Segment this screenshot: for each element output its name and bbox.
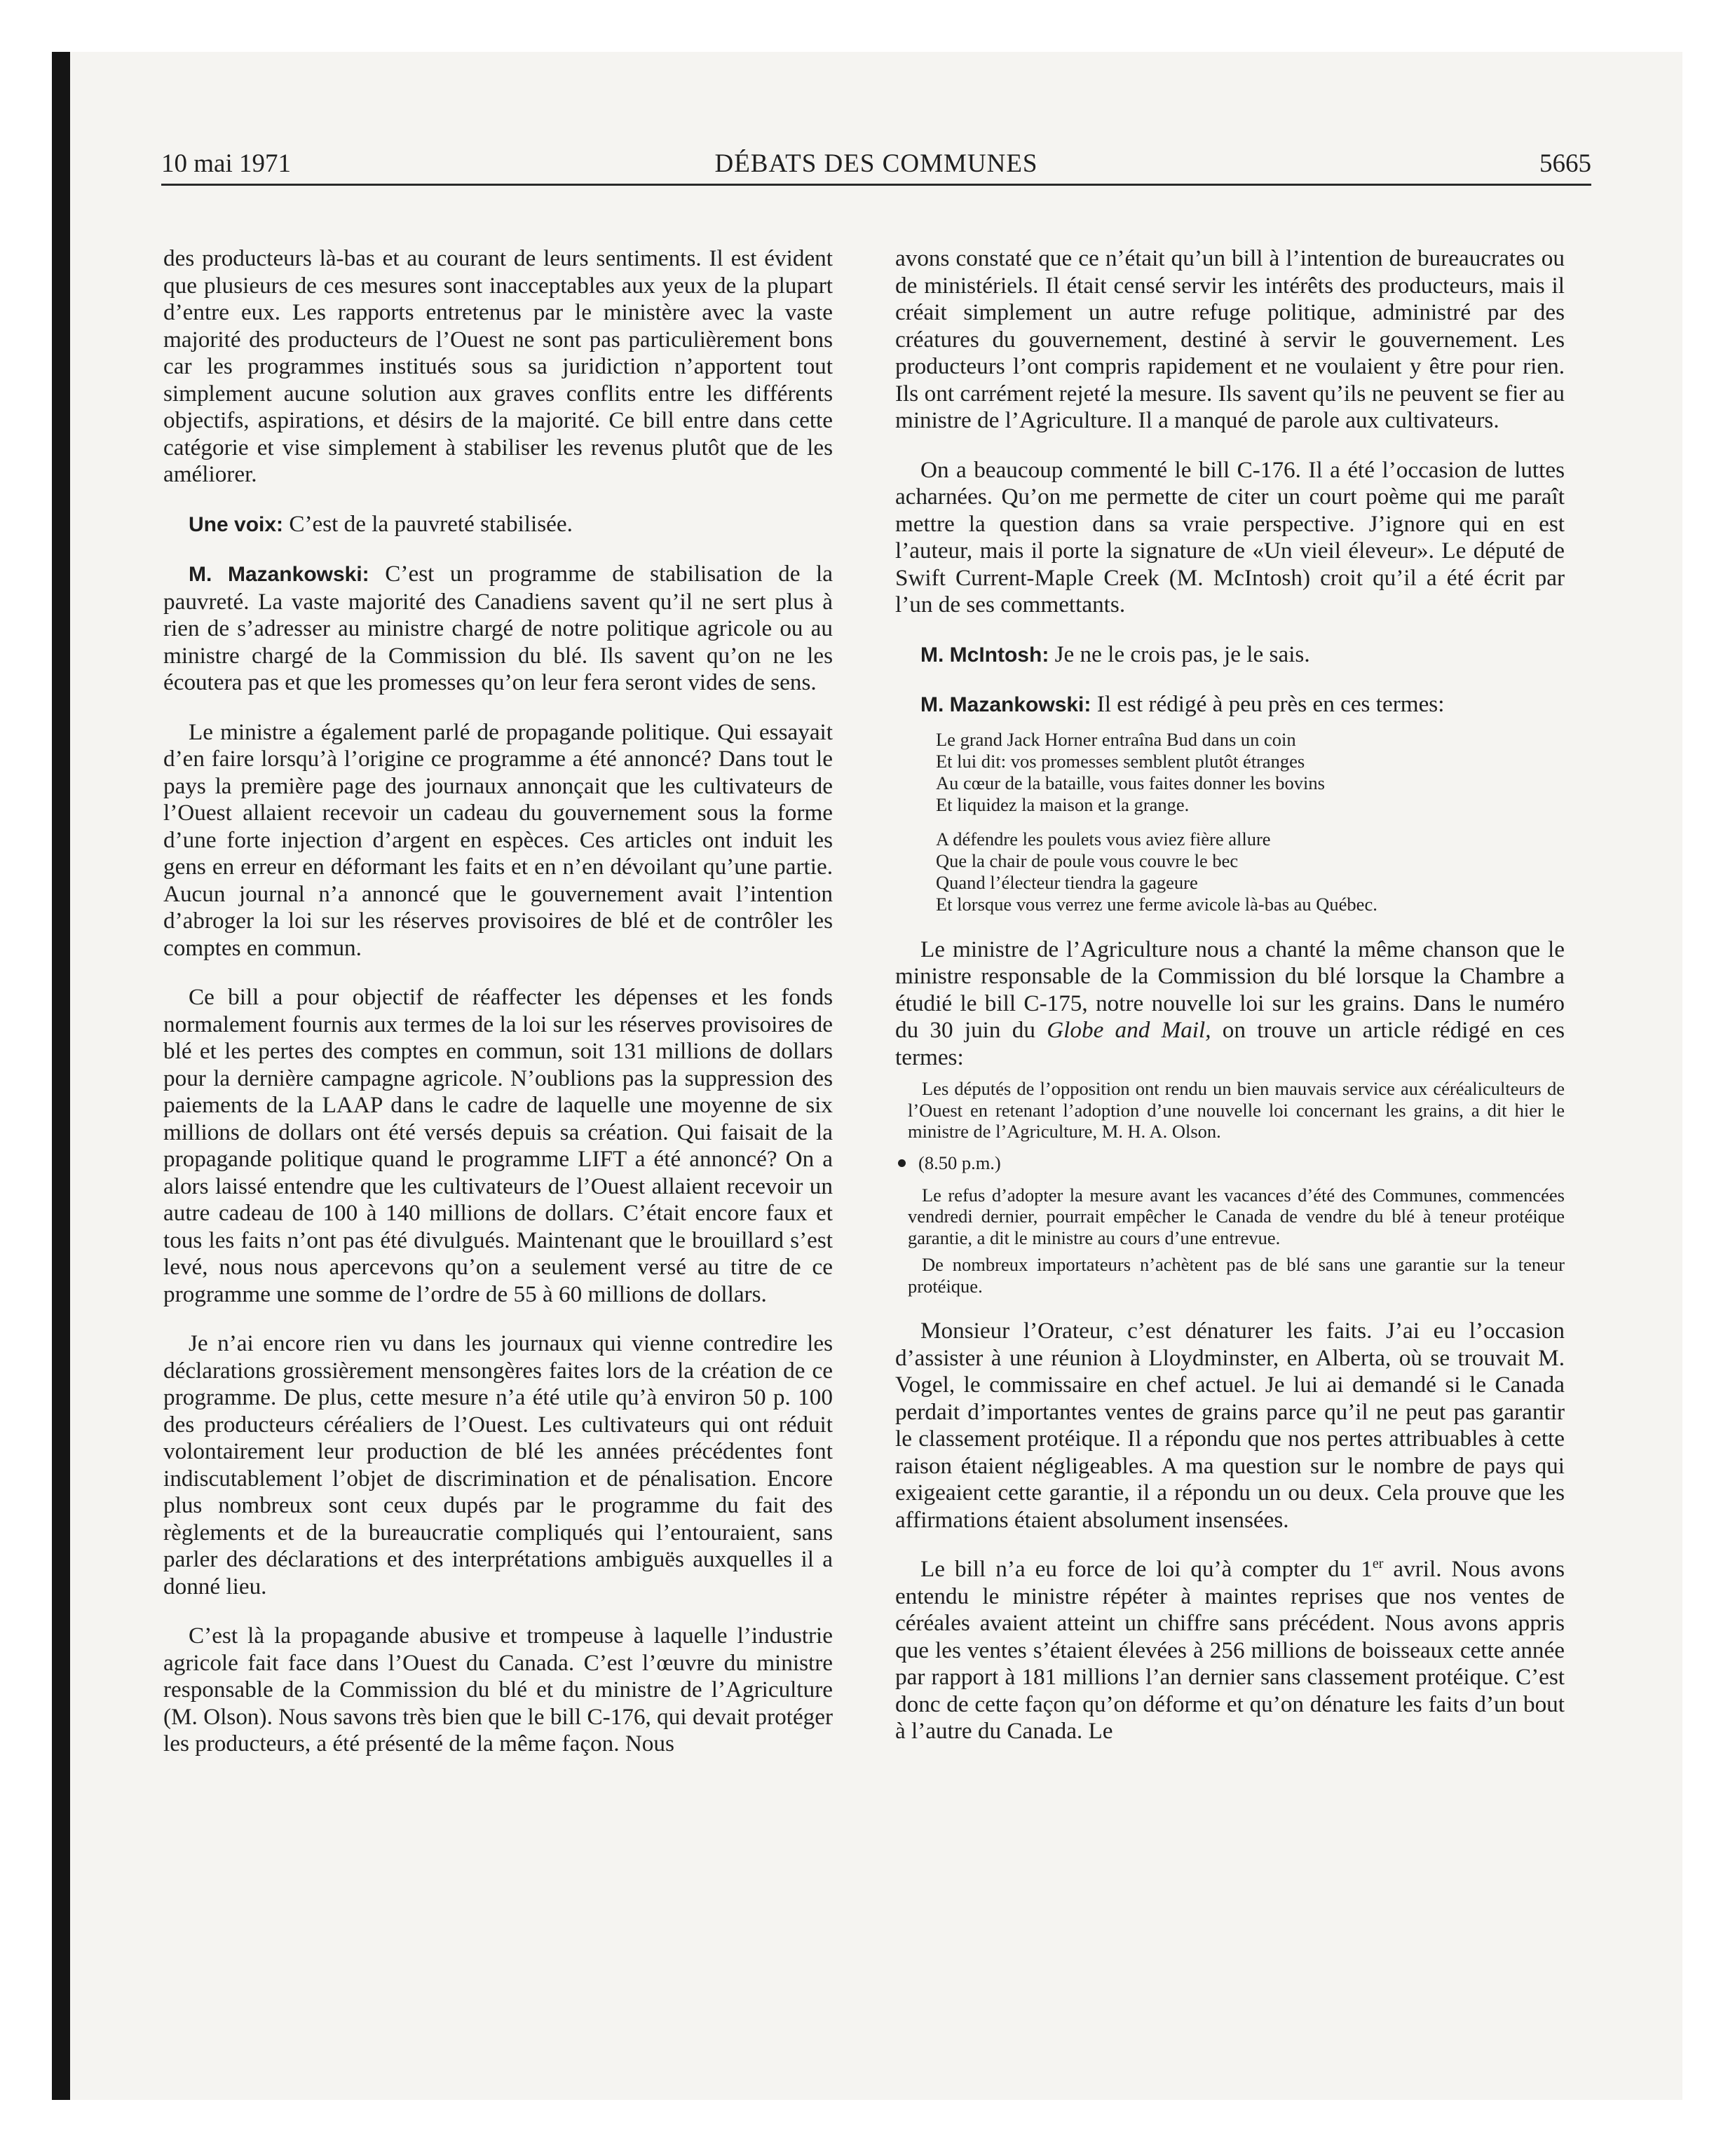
text-run: Le bill n’a eu force de loi qu’à compter du 1 — [920, 1556, 1373, 1582]
poem-line: Que la chair de poule vous couvre le bec — [936, 850, 1239, 871]
right-column — [895, 245, 1565, 1984]
paragraph: avons constaté que ce n’était qu’un bill à l’intention de bureaucrates ou de ministériels. Il était censé servir les intérêts des producteurs, mais il créait simplement un autre refuge politique, administré par des créatures du gouvernement, destiné à servir le gouvernement. Les producteurs l’ont compris rapidement et ne voulaient y être pour rien. Ils ont carrément rejeté la mesure. Ils savent qu’ils ne peuvent se fier au ministre de l’Agriculture. Il a manqué de parole aux cultivateurs. — [895, 245, 1565, 433]
poem-stanza — [936, 729, 1565, 816]
speech-text: Il est rédigé à peu près en ces termes: — [1091, 691, 1445, 717]
text-run: on trouve un article rédigé en ces termes: — [895, 1017, 1565, 1070]
poem-line: A défendre les poulets vous aviez fière allure — [936, 828, 1271, 850]
header-title: DÉBATS DES COMMUNES — [714, 149, 1038, 178]
superscript: er — [1372, 1555, 1384, 1571]
speech-paragraph — [895, 691, 1565, 719]
header-date: 10 mai 1971 — [161, 149, 291, 178]
text-run: avril. Nous avons entendu le ministre répéter à maintes reprises que nos ventes de céréales avaient atteint un chiffre sans précédent. Nous avons appris que les ventes s’étaient élevées à 256 millions de boisseaux cette année par rapport à 181 millions l’an dernier sans classement protéique. C’est donc de cette façon qu’on déforme et qu’on dénature les faits d’un bout à l’autre du Canada. Le — [895, 1556, 1565, 1744]
page-header — [161, 149, 1591, 184]
header-rule — [161, 184, 1591, 186]
paragraph: C’est là la propagande abusive et trompeuse à laquelle l’industrie agricole fait face dans l’Ouest du Canada. C’est l’œuvre du ministre responsable de la Commission du blé et du ministre de l’Agriculture (M. Olson). Nous savons très bien que le bill C-176, qui devait protéger les producteurs, a été présenté de la même façon. Nous — [163, 1623, 833, 1756]
paragraph: Le ministre a également parlé de propagande politique. Qui essayait d’en faire lorsqu’à l’origine ce programme a été annoncé? Dans tout le pays la première page des journaux annonçait que les cultivateurs de l’Ouest allaient recevoir un cadeau du gouvernement sous la forme d’une forte injection d’argent en espèces. Ces articles ont induit les gens en erreur en déformant les faits et en n’en dévoilant qu’une partie. Aucun journal n’a annoncé que le gouvernement avait l’intention d’abroger la loi sur les réserves provisoires de blé et de contrôler les comptes en commun. — [163, 718, 833, 961]
paragraph: Ce bill a pour objectif de réaffecter les dépenses et les fonds normalement fournis aux termes de la loi sur les réserves provisoires de blé et les pertes des comptes en commun, soit 131 millions de dollars pour la dernière campagne agricole. N’oublions pas la suppression des paiements de la LAAP dans le cadre de laquelle une moyenne de six millions de dollars ont été versés depuis sa création. Qui faisait de la propagande politique quand le programme LIFT a été annoncé? On a alors laissé entendre que les cultivateurs de l’Ouest allaient recevoir un autre cadeau de 100 à 140 millions de dollars. C’était encore faux et tous les faits n’ont pas été divulgués. Maintenant que le brouillard s’est levé, nous nous apercevons qu’on a seulement versé au titre de ce programme une somme de l’ordre de 55 à 60 millions de dollars. — [163, 984, 833, 1307]
paragraph — [895, 1556, 1565, 1745]
timestamp-text: (8.50 p.m.) — [918, 1152, 1001, 1173]
speech-paragraph — [163, 561, 833, 697]
speech-text: Je ne le crois pas, je le sais. — [1049, 641, 1310, 667]
speaker-name: M. McIntosh: — [920, 643, 1049, 667]
paragraph: des producteurs là-bas et au courant de leurs sentiments. Il est évident que plusieurs de ces mesures sont inacceptables aux yeux de la plupart d’entre eux. Les rapports entretenus par le ministère avec la vaste majorité des producteurs de l’Ouest ne sont pas particulièrement bons car les programmes institués sous sa juridiction n’apportent tout simplement aucune solution aux graves conflits entre les différents objectifs, aspirations, et désirs de la majorité. Ce bill entre dans cette catégorie et vise simplement à stabiliser les revenus plutôt que de les améliorer. — [163, 245, 833, 487]
speech-paragraph — [163, 511, 833, 539]
header-page-number: 5665 — [1539, 149, 1591, 178]
newspaper-title: Globe and Mail, — [1047, 1017, 1211, 1043]
poem-stanza — [936, 828, 1565, 915]
poem-line: Quand l’électeur tiendra la gageure — [936, 871, 1198, 893]
poem-line: Au cœur de la bataille, vous faites donner les bovins — [936, 772, 1325, 793]
bullet-icon — [898, 1159, 906, 1167]
poem-line: Et lui dit: vos promesses semblent plutôt étranges — [936, 750, 1305, 772]
quoted-article: Le refus d’adopter la mesure avant les vacances d’été des Communes, commencées vendredi dernier, pourrait empêcher le Canada de vendre du blé à teneur protéique garantie, a dit le ministre au cours d’une entrevue. — [908, 1184, 1565, 1248]
quoted-article: Les députés de l’opposition ont rendu un bien mauvais service aux céréaliculteurs de l’Ouest en retenant l’adoption d’une nouvelle loi concernant les grains, a dit hier le ministre de l’Agriculture, M. H. A. Olson. — [908, 1078, 1565, 1142]
speaker-name: Une voix: — [189, 512, 284, 536]
poem-line: Le grand Jack Horner entraîna Bud dans un coin — [936, 728, 1296, 750]
sitting-timestamp — [895, 1152, 1565, 1173]
poem — [936, 729, 1565, 915]
text-run: Le ministre de l’Agriculture nous a chanté la même chanson que le ministre responsable de la Commission du blé lorsque la Chambre a étudié le bill C-175, notre nouvelle loi sur les grains. Dans le numéro du 30 juin du — [895, 936, 1565, 1043]
paragraph: Je n’ai encore rien vu dans les journaux qui vienne contredire les déclarations grossièrement mensongères faites lors de la création de ce programme. De plus, cette mesure n’a été utile qu’à environ 50 p. 100 des producteurs céréaliers de l’Ouest. Les cultivateurs qui ont réduit volontairement leur production de blé les années précédentes font indiscutablement l’objet de discrimination et de pénalisation. Encore plus nombreux sont ceux dupés par le programme du fait des règlements et de la bureaucratie compliqués qui l’entouraient, sans parler des déclarations et des interprétations ambiguës auxquelles il a donné lieu. — [163, 1330, 833, 1599]
quoted-article: De nombreux importateurs n’achètent pas de blé sans une garantie sur la teneur protéique. — [908, 1254, 1565, 1297]
scan-border — [52, 52, 70, 2100]
poem-line: Et liquidez la maison et la grange. — [936, 793, 1190, 815]
paragraph: Monsieur l’Orateur, c’est dénaturer les faits. J’ai eu l’occasion d’assister à une réunion à Lloydminster, en Alberta, où se trouvait M. Vogel, le commissaire en chef actuel. Je lui ai demandé si le Canada perdait d’importantes ventes de grains parce qu’il ne peut pas garantir le classement protéique. Il a répondu que nos pertes attribuables à cette raison étaient négligeables. A ma question sur le nombre de pays qui exigeaient cette garantie, il a répondu un ou deux. Cela prouve que les affirmations étaient absolument insensées. — [895, 1318, 1565, 1533]
speech-text: C’est de la pauvreté stabilisée. — [283, 510, 573, 537]
speaker-name: M. Mazankowski: — [189, 563, 369, 586]
speech-text: C’est un programme de stabilisation de la pauvreté. La vaste majorité des Canadiens savent qu’il ne sert plus à rien de s’adresser au ministre chargé de notre politique agricole ou au ministre chargé de la Commission du blé. Ils savent qu’on ne les écoutera pas et que les promesses qu’on leur fera seront vides de sens. — [163, 561, 833, 695]
poem-line: Et lorsque vous verrez une ferme avicole là-bas au Québec. — [936, 893, 1377, 915]
left-column — [163, 245, 833, 1984]
speech-paragraph — [895, 641, 1565, 669]
paragraph — [895, 936, 1565, 1072]
paragraph: On a beaucoup commenté le bill C-176. Il a été l’occasion de luttes acharnées. Qu’on me permette de citer un court poème qui me paraît mettre la question dans sa vraie perspective. J’ignore qui en est l’auteur, mais il porte la signature de «Un vieil éleveur». Le député de Swift Current-Maple Creek (M. McIntosh) croit qu’il a été écrit par l’un de ses commettants. — [895, 456, 1565, 618]
speaker-name: M. Mazankowski: — [920, 693, 1091, 716]
